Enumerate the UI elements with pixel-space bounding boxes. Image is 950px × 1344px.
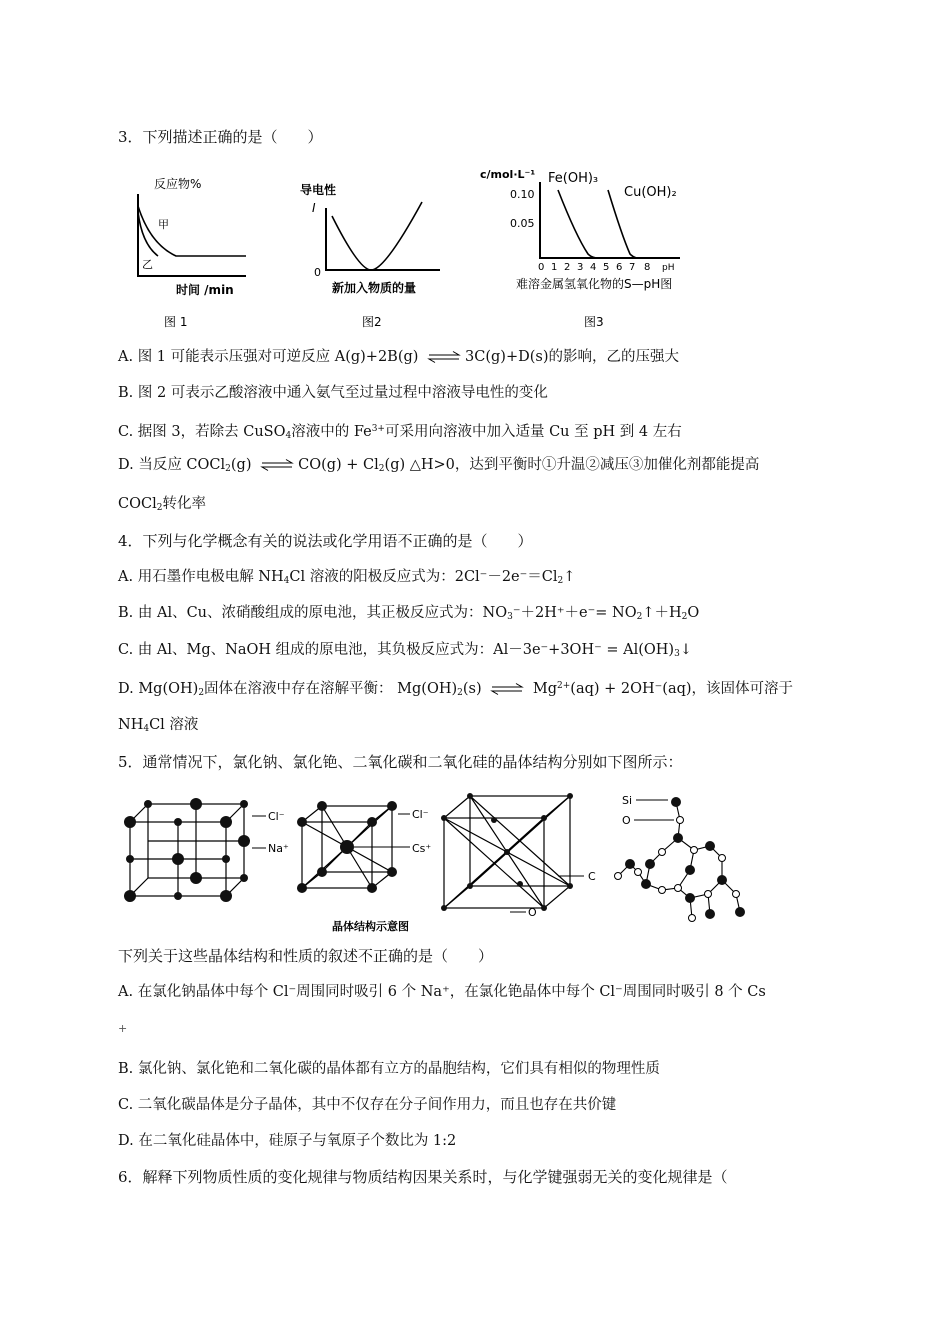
equilibrium-arrow-icon <box>427 351 461 363</box>
fig3-tick-7: 7 <box>629 262 636 273</box>
q4-option-b: B. 由 Al、Cu、浓硝酸组成的原电池，其正极反应式为：$NO_3^-+2H^++e^-=$ $NO_2↑+H_2O$ <box>118 605 700 622</box>
fig3-series-2: Cu(OH)₂ <box>624 185 677 200</box>
fig1-xlabel: 时间 /min <box>176 283 234 297</box>
q4-option-c: C. 由 Al、Mg、NaOH 组成的原电池，其负极反应式为：$Al-3e^-+3OH^- = Al(OH)_3↓$ <box>118 642 692 659</box>
fig1-caption: 图 1 <box>164 315 188 329</box>
fig2-ylabel: 导电性 <box>300 183 337 197</box>
q3-option-d-cont: COCl$_2$转化率 <box>118 496 206 513</box>
q5-option-b: B. 氯化钠、氯化铯和二氧化碳的晶体都有立方的晶胞结构，它们具有相似的物理性质 <box>118 1061 660 1077</box>
q5-option-c: C. 二氧化碳晶体是分子晶体，其中不仅存在分子间作用力，而且也存在共价键 <box>118 1097 617 1113</box>
q4-option-d-cont: $NH_4Cl$ 溶液 <box>118 717 199 734</box>
fig3-tick-4: 4 <box>590 262 597 273</box>
q3-stem: 3．下列描述正确的是（ ） <box>118 128 323 146</box>
fig2-caption: 图2 <box>362 315 382 329</box>
fig3-ylabel: c/mol·L⁻¹ <box>480 168 536 181</box>
equilibrium-arrow-icon <box>490 683 524 695</box>
q3-option-a: A. 图 1 可能表示压强对可逆反应 A(g)+2B(g) 3C(g)+D(s)的影响，乙的压强大 <box>118 349 679 365</box>
label-c: C <box>588 870 596 883</box>
q4-stem: 4．下列与化学概念有关的说法或化学用语不正确的是（ ） <box>118 532 533 550</box>
fig1-series-a: 甲 <box>158 218 169 231</box>
fig3-y1: 0.10 <box>510 188 535 201</box>
fig3-tick-2: 2 <box>564 262 571 273</box>
figure-1 <box>128 172 258 332</box>
fig2-xlabel: 新加入物质的量 <box>332 281 417 295</box>
q6-stem: 6．解释下列物质性质的变化规律与物质结构因果关系时，与化学键强弱无关的变化规律是（ <box>118 1168 728 1186</box>
figure-3 <box>480 164 720 334</box>
q5-option-d: D. 在二氧化硅晶体中，硅原子与氧原子个数比为 1:2 <box>118 1133 457 1149</box>
fig3-y2: 0.05 <box>510 217 535 230</box>
crystal-structures-figure <box>118 784 758 934</box>
q3-option-b: B. 图 2 可表示乙酸溶液中通入氨气至过量过程中溶液导电性的变化 <box>118 385 548 401</box>
label-o-1: O <box>528 906 537 919</box>
fig2-origin: 0 <box>314 266 321 279</box>
label-cs: Cs⁺ <box>412 842 432 855</box>
label-cl-2: Cl⁻ <box>412 808 429 821</box>
q4-option-d: D. $Mg(OH)_2$固体在溶液中存在溶解平衡： $Mg(OH)_2(s) Mg^{2+}(aq) + 2OH^-(aq)$，该固体可溶于 <box>118 681 794 698</box>
crystal-figure-caption: 晶体结构示意图 <box>332 920 409 933</box>
fig3-tick-8: 8 <box>644 262 651 273</box>
fig3-tick-3: 3 <box>577 262 584 273</box>
q3-option-d: D. 当反应 COCl$_2$(g) $CO(g) + Cl_2(g)$ △H>0，达到平衡时①升温②减压③加催化剂都能提高 <box>118 457 760 474</box>
label-cl-1: Cl⁻ <box>268 810 285 823</box>
figure-2 <box>290 172 440 332</box>
fig3-series-1: Fe(OH)₃ <box>548 171 599 186</box>
q4-option-a: A. 用石墨作电极电解 $NH_4Cl$ 溶液的阳极反应式为：$2Cl^--2e^-=Cl_2↑$ <box>118 569 576 586</box>
fig3-xunit: pH <box>662 263 675 273</box>
fig2-ysym: I <box>312 201 316 215</box>
sio2-atoms <box>615 797 746 922</box>
q5-option-a: A. 在氯化钠晶体中每个 Cl⁻周围同时吸引 6 个 Na⁺，在氯化铯晶体中每个 Cl⁻周围同时吸引 8 个 Cs <box>118 984 766 1000</box>
fig3-ticks <box>538 262 674 273</box>
label-o-2: O <box>622 814 631 827</box>
q5-ask: 下列关于这些晶体结构和性质的叙述不正确的是（ ） <box>118 947 494 965</box>
fig3-caption: 图3 <box>584 315 604 329</box>
fig1-series-b: 乙 <box>142 258 153 271</box>
fig3-xlabel: 难溶金属氢氧化物的S—pH图 <box>516 277 673 291</box>
fig3-tick-6: 6 <box>616 262 623 273</box>
label-si: Si <box>622 794 633 807</box>
q5-stem: 5．通常情况下，氯化钠、氯化铯、二氧化碳和二氧化硅的晶体结构分别如下图所示： <box>118 753 683 771</box>
q3-option-c: C. 据图 3，若除去 CuSO$_4$溶液中的 $Fe^{3+}$可采用向溶液中加入适量 Cu 至 pH 到 4 左右 <box>118 424 682 441</box>
q5-option-a-cont: + <box>118 1022 128 1035</box>
fig1-ylabel: 反应物% <box>154 177 202 191</box>
fig3-tick-1: 1 <box>551 262 558 273</box>
fig3-tick-0: 0 <box>538 262 545 273</box>
fig3-tick-5: 5 <box>603 262 610 273</box>
nacl-ions <box>124 798 250 902</box>
label-na: Na⁺ <box>268 842 289 855</box>
equilibrium-arrow-icon <box>260 459 294 471</box>
